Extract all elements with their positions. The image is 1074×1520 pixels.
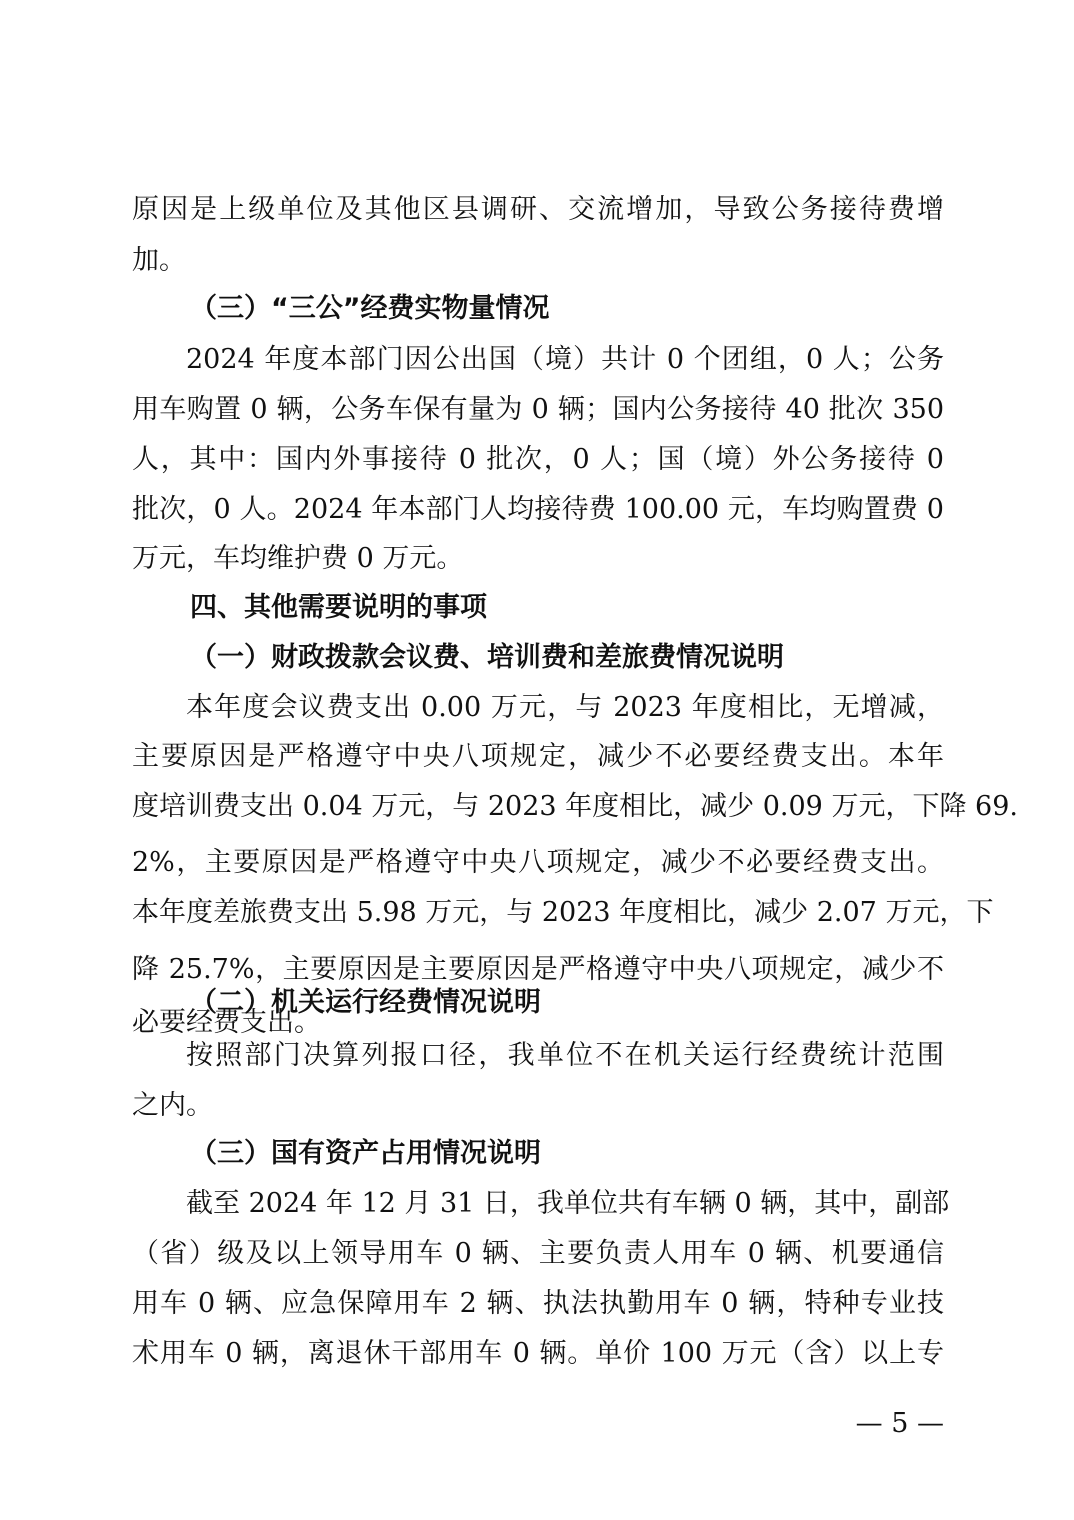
body-line: 本年度差旅费支出 5.98 万元，与 2023 年度相比，减少 2.07 万元，下 (132, 897, 994, 928)
body-line: 术用车 0 辆，离退休干部用车 0 辆。单价 100 万元（含）以上专 (132, 1338, 944, 1369)
section-heading: （一）财政拨款会议费、培训费和差旅费情况说明 (190, 642, 784, 673)
body-line: 2024 年度本部门因公出国（境）共计 0 个团组，0 人；公务 (186, 344, 944, 375)
section-heading: 四、其他需要说明的事项 (190, 592, 487, 623)
section-heading: （三）“三公”经费实物量情况 (190, 293, 550, 324)
body-line: 按照部门决算列报口径，我单位不在机关运行经费统计范围 (186, 1040, 944, 1071)
body-line: 人，其中：国内外事接待 0 批次，0 人；国（境）外公务接待 0 (132, 444, 944, 475)
body-line: 主要原因是严格遵守中央八项规定，减少不必要经费支出。本年 (132, 741, 944, 772)
body-line: 本年度会议费支出 0.00 万元，与 2023 年度相比，无增减， (186, 692, 944, 723)
body-line: 降 25.7%，主要原因是主要原因是严格遵守中央八项规定，减少不 (132, 954, 944, 985)
body-line: 加。 (132, 245, 186, 276)
body-line: （省）级及以上领导用车 0 辆、主要负责人用车 0 辆、机要通信 (132, 1238, 944, 1269)
body-line: 批次，0 人。2024 年本部门人均接待费 100.00 元，车均购置费 0 (132, 494, 944, 525)
body-line: 2%，主要原因是严格遵守中央八项规定，减少不必要经费支出。 (132, 847, 944, 878)
body-line: 之内。 (132, 1090, 213, 1121)
body-line: 用车购置 0 辆，公务车保有量为 0 辆；国内公务接待 40 批次 350 (132, 394, 944, 425)
body-line: 万元，车均维护费 0 万元。 (132, 543, 464, 574)
section-heading: （二）机关运行经费情况说明 (190, 987, 541, 1018)
body-line: 必要经费支出。 (132, 1007, 321, 1038)
section-heading: （三）国有资产占用情况说明 (190, 1138, 541, 1169)
body-line: 度培训费支出 0.04 万元，与 2023 年度相比，减少 0.09 万元，下降 69. (132, 791, 1018, 822)
body-line: 用车 0 辆、应急保障用车 2 辆、执法执勤用车 0 辆，特种专业技 (132, 1288, 944, 1319)
body-line: 截至 2024 年 12 月 31 日，我单位共有车辆 0 辆，其中，副部 (186, 1188, 950, 1219)
page-number: — 5 — (855, 1408, 944, 1439)
body-line: 原因是上级单位及其他区县调研、交流增加，导致公务接待费增 (132, 194, 944, 225)
